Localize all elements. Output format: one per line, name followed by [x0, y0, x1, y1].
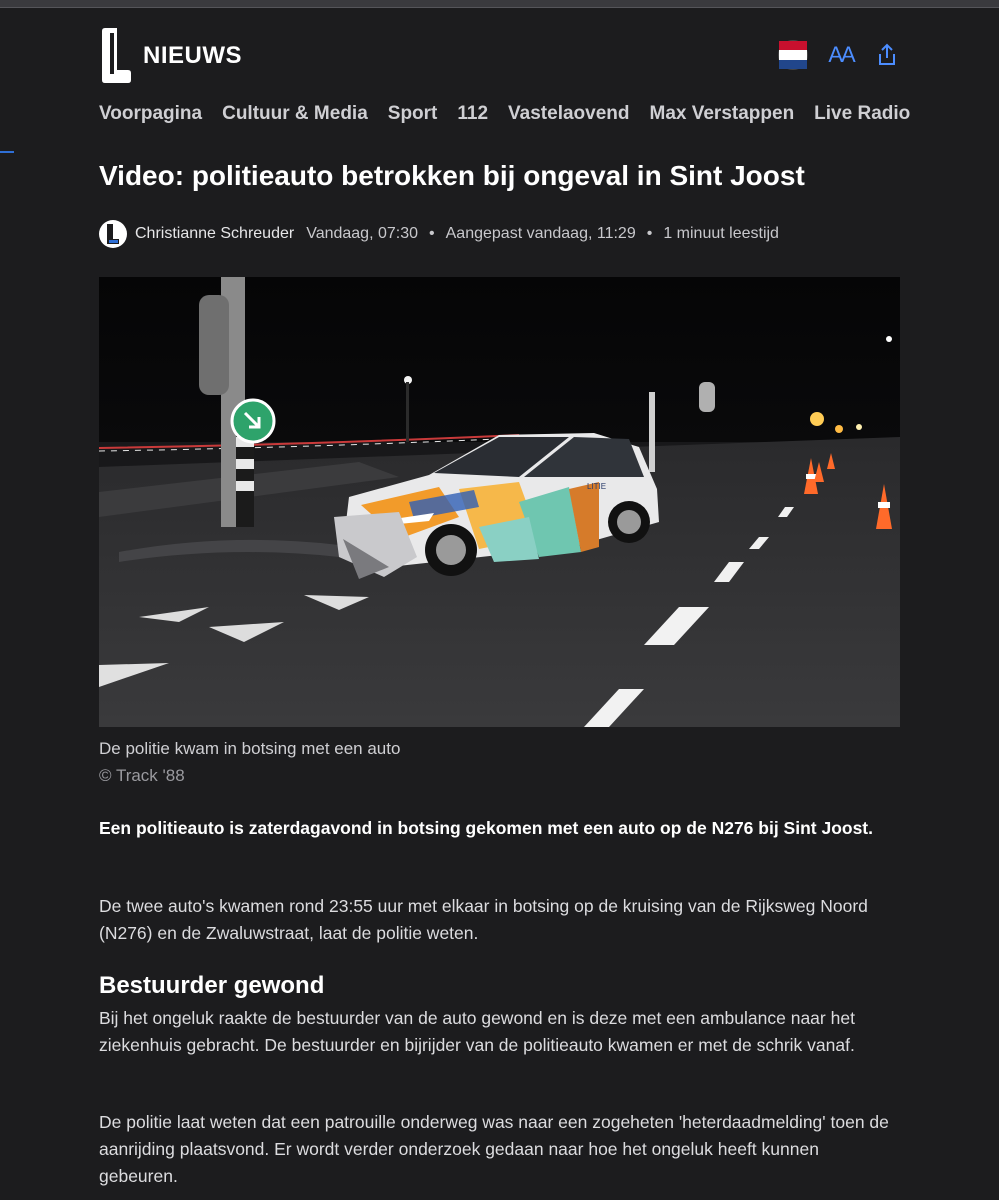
nav-item-max-verstappen[interactable]: Max Verstappen [649, 103, 795, 124]
author-name[interactable]: Christianne Schreuder [135, 225, 295, 242]
l1-logo[interactable] [99, 28, 131, 83]
header-actions [778, 40, 900, 70]
accident-scene-image [99, 277, 900, 727]
article-meta [99, 219, 779, 249]
article-paragraph: Bij het ongeluk raakte de bestuurder van de auto gewond en is deze met een ambulance naar het ziekenhuis gebracht. De bestuurder en bijrijder van de politieauto kwamen er met de schrik vanaf. [99, 1008, 855, 1055]
image-credit: © Track '88 [99, 766, 185, 785]
article-lead: Een politieauto is zaterdagavond in botsing gekomen met een auto op de N276 bij Sint Joost. [99, 818, 873, 838]
read-time: 1 minuut leestijd [663, 225, 779, 242]
main-navigation [99, 103, 911, 125]
separator-dot: • [646, 225, 653, 242]
image-caption: De politie kwam in botsing met een auto [99, 739, 401, 758]
netherlands-flag-icon[interactable] [778, 40, 808, 70]
brand-name[interactable]: NIEUWS [143, 42, 242, 69]
published-time: Vandaag, 07:30 [306, 225, 419, 242]
nav-item-voorpagina[interactable]: Voorpagina [99, 103, 203, 124]
updated-time: Aangepast vandaag, 11:29 [445, 225, 636, 242]
separator-dot: • [429, 225, 435, 242]
article-paragraph: De politie laat weten dat een patrouille onderweg was naar een zogeheten 'heterdaadmelding' toen de aanrijding plaatsvond. Er wordt verder onderzoek gedaan naar hoe het ongeluk heeft kunnen gebeuren. [99, 1112, 889, 1186]
nav-item-sport[interactable]: Sport [387, 103, 438, 124]
author-avatar[interactable] [99, 220, 127, 248]
nav-item-live-radio[interactable]: Live Radio [814, 103, 911, 124]
share-icon[interactable] [874, 42, 900, 68]
nav-item-cultuur-media[interactable]: Cultuur & Media [222, 103, 368, 124]
l1-avatar-icon [106, 224, 120, 244]
site-header [99, 28, 900, 84]
article-subheading: Bestuurder gewond [99, 972, 325, 999]
article-title: Video: politieauto betrokken bij ongeval in Sint Joost [99, 160, 805, 191]
article-photo[interactable] [99, 277, 900, 727]
nav-item-112[interactable]: 112 [457, 103, 489, 124]
nav-item-vastelaovend[interactable]: Vastelaovend [508, 103, 630, 124]
car-label: LITIE [587, 482, 607, 491]
article-paragraph: De twee auto's kwamen rond 23:55 uur met elkaar in botsing op de kruising van de Rijksweg Noord (N276) en de Zwaluwstraat, laat de politie weten. [99, 896, 868, 943]
font-size-button[interactable]: AA [828, 42, 854, 67]
scroll-indicator [0, 151, 14, 153]
browser-top-bar [0, 0, 999, 8]
